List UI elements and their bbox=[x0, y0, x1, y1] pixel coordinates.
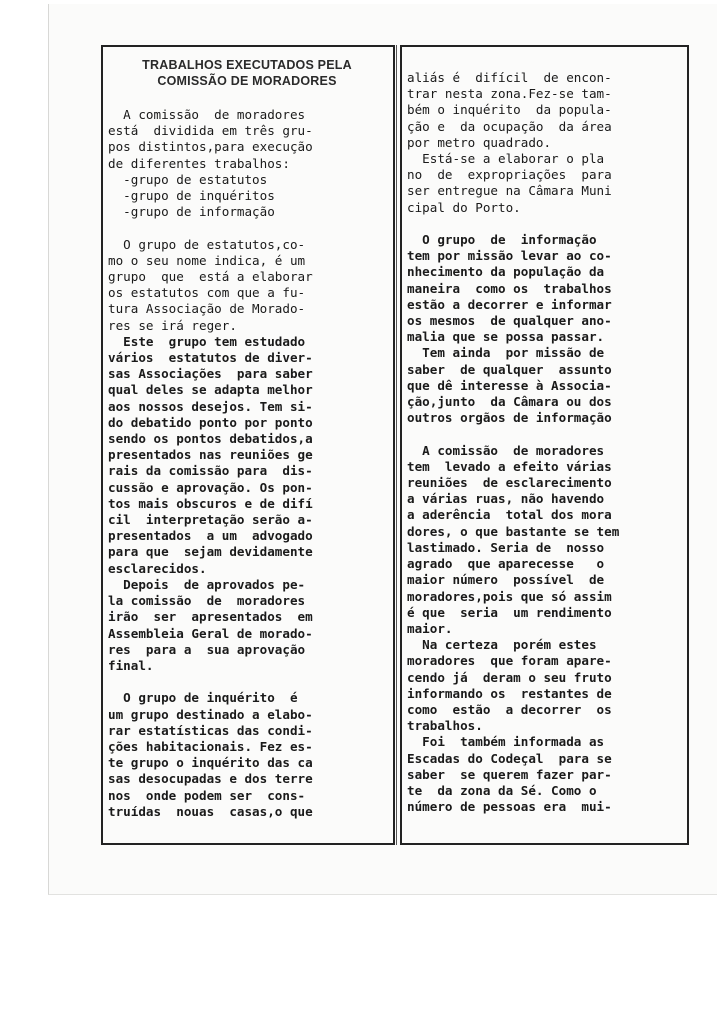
text-line: tem por missão levar ao co- bbox=[407, 248, 612, 264]
text-line: por metro quadrado. bbox=[407, 134, 552, 150]
text-line: tos mais obscuros e de difí bbox=[108, 495, 313, 511]
text-line: O grupo de inquérito é bbox=[108, 690, 298, 706]
text-line: ser entregue na Câmara Muni bbox=[407, 183, 612, 199]
text-line: cipal do Porto. bbox=[407, 199, 521, 215]
text-line: A comissão de moradores bbox=[108, 107, 306, 122]
text-line: O grupo de informação bbox=[407, 232, 597, 248]
text-line: dores, o que bastante se tem bbox=[407, 523, 620, 539]
text-line: maior número possível de bbox=[407, 572, 605, 588]
text-line: -grupo de informação bbox=[108, 204, 275, 220]
text-line: rais da comissão para dis- bbox=[108, 463, 313, 479]
text-line: moradores que foram apare- bbox=[407, 653, 612, 669]
text-line: truídas nouas casas,o que bbox=[108, 803, 313, 819]
text-line: Tem ainda por missão de bbox=[407, 345, 605, 361]
text-line: trabalhos. bbox=[407, 718, 483, 734]
text-line: de diferentes trabalhos: bbox=[108, 155, 290, 171]
text-line: esclarecidos. bbox=[108, 560, 207, 576]
text-line: do debatido ponto por ponto bbox=[108, 414, 313, 430]
text-line bbox=[407, 216, 687, 232]
text-line: está dividida em três gru- bbox=[108, 123, 313, 139]
text-line: tem levado a efeito várias bbox=[407, 458, 612, 474]
text-line: -grupo de estatutos bbox=[108, 171, 268, 187]
text-line: Foi também informada as bbox=[407, 734, 605, 750]
text-line: no de expropriações para bbox=[407, 167, 612, 183]
text-line: saber se querem fazer par- bbox=[407, 766, 612, 782]
text-line: aliás é difícil de encon- bbox=[407, 70, 612, 85]
article-headline: TRABALHOS EXECUTADOS PELA COMISSÃO DE MORADORES bbox=[142, 58, 352, 88]
text-line: cussão e aprovação. Os pon- bbox=[108, 479, 313, 495]
column-divider bbox=[396, 45, 397, 845]
left-column-text bbox=[103, 107, 393, 820]
text-line: -grupo de inquéritos bbox=[108, 188, 275, 204]
article-column-left bbox=[101, 45, 395, 845]
text-line: cendo já deram o seu fruto bbox=[407, 669, 612, 685]
text-line: aos nossos desejos. Tem si- bbox=[108, 398, 313, 414]
text-line: sendo os pontos debatidos,a bbox=[108, 431, 313, 447]
text-line: sas Associações para saber bbox=[108, 366, 313, 382]
text-line: A comissão de moradores bbox=[407, 442, 605, 458]
text-line: Escadas do Codeçal para se bbox=[407, 750, 612, 766]
text-line: Assembleia Geral de morado- bbox=[108, 625, 313, 641]
text-line: presentados a um advogado bbox=[108, 528, 313, 544]
text-line: maneira como os trabalhos bbox=[407, 280, 612, 296]
text-line: bém o inquérito da popula- bbox=[407, 102, 612, 118]
text-line: pos distintos,para execução bbox=[108, 139, 313, 155]
text-line: res para a sua aprovação bbox=[108, 641, 306, 657]
text-line: Este grupo tem estudado bbox=[108, 333, 306, 349]
text-line: como estão a decorrer os bbox=[407, 701, 612, 717]
text-line: moradores,pois que só assim bbox=[407, 588, 612, 604]
text-line: ções habitacionais. Fez es- bbox=[108, 738, 313, 754]
article-column-right bbox=[400, 45, 689, 845]
text-line bbox=[108, 220, 393, 236]
text-line: sas desocupadas e dos terre bbox=[108, 771, 313, 787]
text-line: a várias ruas, não havendo bbox=[407, 491, 605, 507]
text-line: outros orgãos de informação bbox=[407, 410, 612, 426]
text-line: número de pessoas era mui- bbox=[407, 799, 612, 815]
text-line: vários estatutos de diver- bbox=[108, 350, 313, 366]
text-line: Na certeza porém estes bbox=[407, 637, 597, 653]
text-line: saber de qualquer assunto bbox=[407, 361, 612, 377]
text-line: te da zona da Sé. Como o bbox=[407, 782, 597, 798]
text-line: trar nesta zona.Fez-se tam- bbox=[407, 86, 612, 102]
text-line bbox=[108, 674, 393, 690]
text-line: malia que se possa passar. bbox=[407, 329, 605, 345]
text-line: te grupo o inquérito das ca bbox=[108, 755, 313, 771]
text-line: grupo que está a elaborar bbox=[108, 269, 313, 285]
text-line: cil interpretação serão a- bbox=[108, 512, 313, 528]
text-line: é que seria um rendimento bbox=[407, 604, 612, 620]
text-line: um grupo destinado a elabo- bbox=[108, 706, 313, 722]
text-line: Depois de aprovados pe- bbox=[108, 576, 306, 592]
text-line: agrado que aparecesse o bbox=[407, 556, 605, 572]
text-line: nhecimento da população da bbox=[407, 264, 605, 280]
text-line: presentados nas reuniões ge bbox=[108, 447, 313, 463]
text-line: nos onde podem ser cons- bbox=[108, 787, 306, 803]
text-line: Está-se a elaborar o pla bbox=[407, 151, 605, 167]
text-line: ção e da ocupação da área bbox=[407, 118, 612, 134]
text-line: os mesmos de qualquer ano- bbox=[407, 313, 612, 329]
text-line: estão a decorrer e informar bbox=[407, 296, 612, 312]
text-line: final. bbox=[108, 657, 154, 673]
text-line: irão ser apresentados em bbox=[108, 609, 313, 625]
text-line: qual deles se adapta melhor bbox=[108, 382, 313, 398]
text-line: res se irá reger. bbox=[108, 317, 237, 333]
text-line: a aderência total dos mora bbox=[407, 507, 612, 523]
text-line: la comissão de moradores bbox=[108, 593, 306, 609]
right-column-text bbox=[402, 70, 687, 815]
text-line: reuniões de esclarecimento bbox=[407, 475, 612, 491]
text-line: maior. bbox=[407, 620, 453, 636]
text-line bbox=[407, 426, 687, 442]
text-line: para que sejam devidamente bbox=[108, 544, 313, 560]
text-line: ção,junto da Câmara ou dos bbox=[407, 394, 612, 410]
text-line: tura Associação de Morado- bbox=[108, 301, 306, 317]
text-line: que dê interesse à Associa- bbox=[407, 377, 612, 393]
text-line: lastimado. Seria de nosso bbox=[407, 539, 605, 555]
text-line: mo o seu nome indica, é um bbox=[108, 252, 306, 268]
text-line: rar estatísticas das condi- bbox=[108, 722, 313, 738]
text-line: os estatutos com que a fu- bbox=[108, 285, 306, 301]
text-line: informando os restantes de bbox=[407, 685, 612, 701]
text-line: O grupo de estatutos,co- bbox=[108, 236, 306, 252]
